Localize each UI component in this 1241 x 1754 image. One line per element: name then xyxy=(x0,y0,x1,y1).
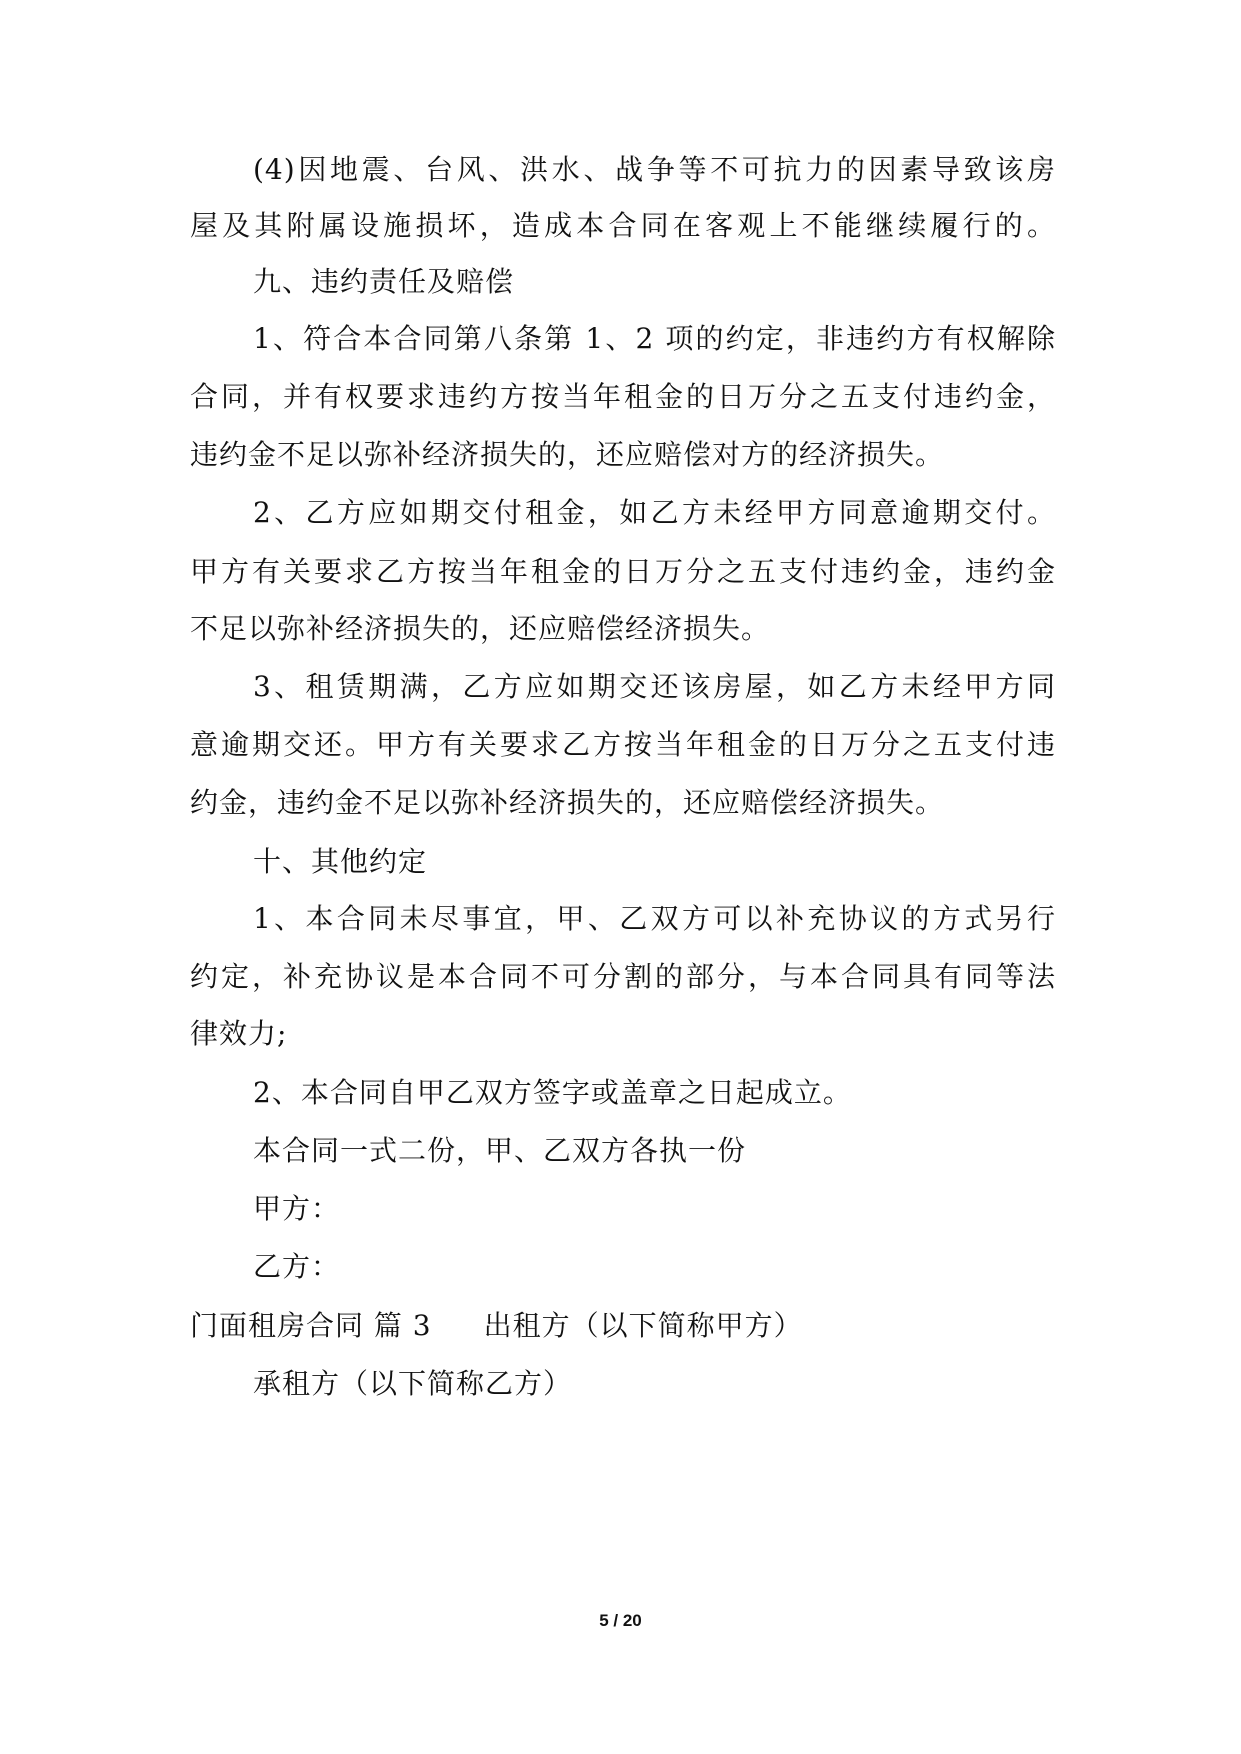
paragraph-line: 违约金不足以弥补经济损失的，还应赔偿对方的经济损失。 xyxy=(190,438,945,471)
section-title: 门面租房合同 篇 3 xyxy=(190,1309,432,1342)
page-indicator: 5 / 20 xyxy=(599,1611,642,1630)
section-heading: 十、其他约定 xyxy=(253,845,428,878)
party-a-label: 甲方： xyxy=(253,1192,341,1225)
paragraph-line: 2、本合同自甲乙双方签字或盖章之日起成立。 xyxy=(253,1076,852,1109)
paragraph-line: (4)因地震、台风、洪水、战争等不可抗力的因素导致该房 xyxy=(253,153,1056,186)
paragraph-line: 律效力; xyxy=(190,1017,288,1050)
paragraph-line: 意逾期交还。甲方有关要求乙方按当年租金的日万分之五支付违 xyxy=(190,728,1056,761)
paragraph-line: 1、本合同未尽事宜，甲、乙双方可以补充协议的方式另行 xyxy=(253,902,1056,935)
paragraph-line: 约定，补充协议是本合同不可分割的部分，与本合同具有同等法 xyxy=(190,960,1056,993)
paragraph-line: 本合同一式二份，甲、乙双方各执一份 xyxy=(253,1134,747,1167)
paragraph-line: 屋及其附属设施损坏，造成本合同在客观上不能继续履行的。 xyxy=(190,209,1056,242)
paragraph-line: 1、符合本合同第八条第 1、2 项的约定，非违约方有权解除 xyxy=(253,322,1056,355)
paragraph-line: 承租方（以下简称乙方） xyxy=(253,1367,573,1400)
party-b-label: 乙方： xyxy=(253,1250,341,1283)
section-heading: 九、违约责任及赔偿 xyxy=(253,265,515,298)
paragraph-line: 不足以弥补经济损失的，还应赔偿经济损失。 xyxy=(190,612,771,645)
section-continuation: 出租方（以下简称甲方） xyxy=(483,1309,803,1342)
paragraph-line: 甲方有关要求乙方按当年租金的日万分之五支付违约金，违约金 xyxy=(190,555,1056,588)
paragraph-line: 约金，违约金不足以弥补经济损失的，还应赔偿经济损失。 xyxy=(190,786,945,819)
paragraph-line: 合同，并有权要求违约方按当年租金的日万分之五支付违约金， xyxy=(190,380,1056,413)
paragraph-line: 3、租赁期满，乙方应如期交还该房屋，如乙方未经甲方同 xyxy=(253,670,1056,703)
section-title-line xyxy=(190,1309,803,1343)
paragraph-line: 2、乙方应如期交付租金，如乙方未经甲方同意逾期交付。 xyxy=(253,496,1056,529)
